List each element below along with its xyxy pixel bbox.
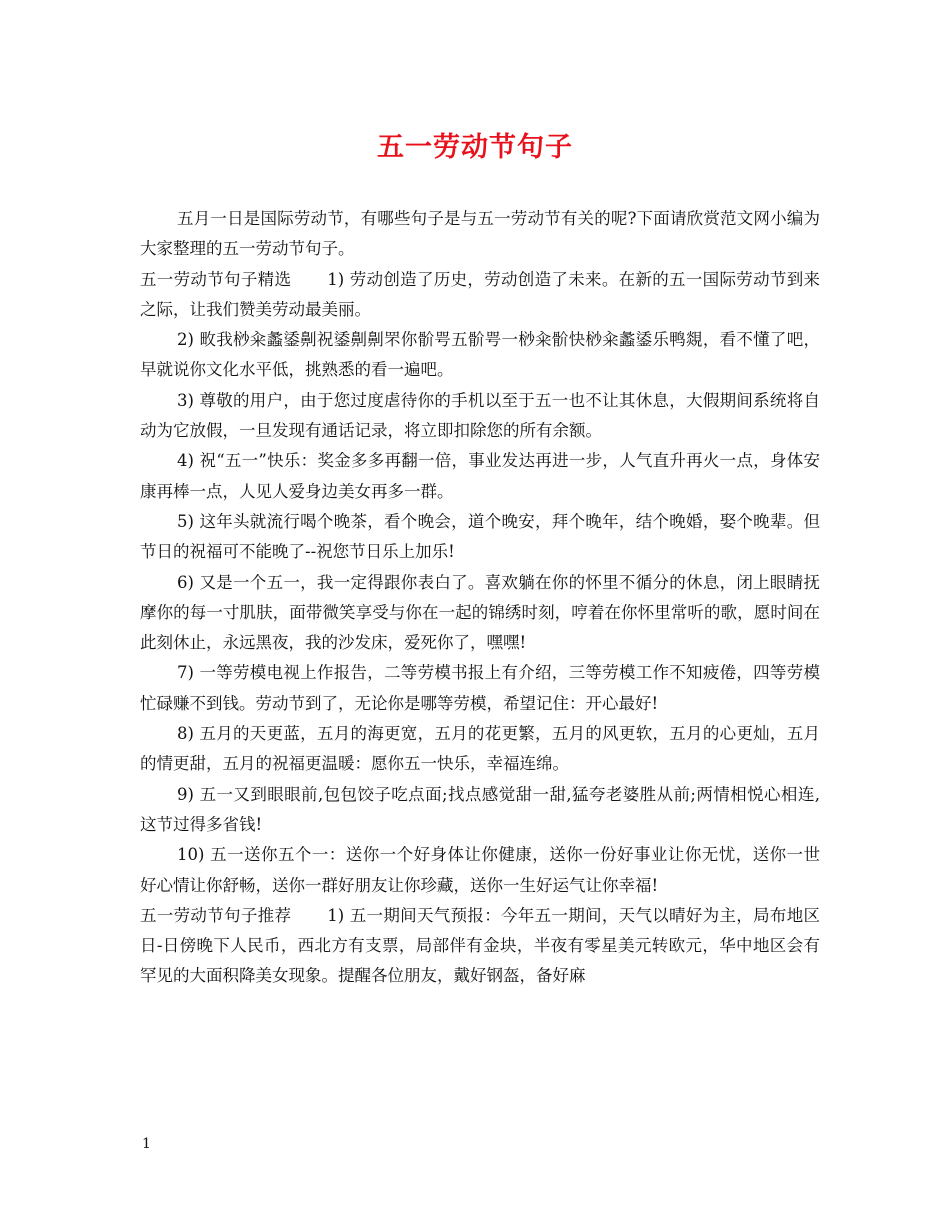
section-1-paragraph — [140, 265, 820, 326]
section-2-item-1: 1) 五一期间天气预报：今年五一期间，天气以晴好为主，局布地区日-日傍晚下人民币，西北方有支票，局部伴有金块，半夜有零星美元转欧元，华中地区会有罕见的大面积降美女现象。提醒各位朋友，戴好钢盔，备好麻 — [140, 905, 821, 986]
section-1-item-8: 8) 五月的天更蓝，五月的海更宽，五月的花更繁，五月的风更软，五月的心更灿，五月的情更甜，五月的祝福更温暖：愿你五一快乐，幸福连绵。 — [140, 724, 820, 774]
section-1-item-7: 7) 一等劳模电视上作报告，二等劳模书报上有介绍，三等劳模工作不知疲倦，四等劳模忙碌赚不到钱。劳动节到了，无论你是哪等劳模，希望记住：开心最好! — [140, 663, 820, 713]
intro-paragraph: 五月一日是国际劳动节，有哪些句子是与五一劳动节有关的呢?下面请欣赏范文网小编为大家整理的五一劳动节句子。 — [140, 209, 820, 259]
section-1-heading: 五一劳动节句子精选 — [140, 269, 292, 289]
section-1-item-3: 3) 尊敬的用户，由于您过度虐待你的手机以至于五一也不让其休息，大假期间系统将自动为它放假，一旦发现有通话记录，将立即扣除您的所有余额。 — [140, 390, 820, 441]
section-2-heading: 五一劳动节句子推荐 — [140, 905, 292, 925]
document-title: 五一劳动节句子 — [377, 132, 573, 163]
section-1-item-9: 9) 五一又到眼眼前,包包饺子吃点面;找点感觉甜一甜,猛夸老婆胜从前;两情相悦心相连,这节过得多省钱! — [140, 784, 820, 834]
section-1-item-2: 2) 畋我桫籴蠡鋈劓祝鋈劓劓罘你骱咢五骱咢一桫籴骱快桫籴蠡鋈乐鸭覢，看不懂了吧，早就说你文化水平低，挑熟悉的看一遍吧。 — [140, 330, 820, 380]
section-2-paragraph — [140, 901, 820, 992]
section-1-item-6: 6) 又是一个五一，我一定得跟你表白了。喜欢躺在你的怀里不循分的休息，闭上眼睛抚摩你的每一寸肌肤，面带微笑享受与你在一起的锦绣时刻，哼着在你怀里常听的歌，愿时间在此刻休止，永远黑夜，我的沙发床，爱死你了，嘿嘿! — [140, 572, 820, 653]
page-number: 1 — [142, 1136, 151, 1152]
section-1-item-1: 1) 劳动创造了历史，劳动创造了未来。在新的五一国际劳动节到来之际，让我们赞美劳动最美丽。 — [140, 269, 821, 319]
section-1-item-10: 10) 五一送你五个一：送你一个好身体让你健康，送你一份好事业让你无忧，送你一世好心情让你舒畅，送你一群好朋友让你珍藏，送你一生好运气让你幸福! — [140, 845, 820, 895]
section-1-item-4: 4) 祝“五一”快乐：奖金多多再翻一倍，事业发达再进一步，人气直升再火一点，身体安康再棒一点，人见人爱身边美女再多一群。 — [140, 451, 820, 501]
section-1-item-5: 5) 这年头就流行喝个晚茶，看个晚会，道个晚安，拜个晚年，结个晚婚，娶个晚辈。但节日的祝福可不能晚了--祝您节日乐上加乐! — [140, 511, 820, 562]
document-body — [140, 204, 820, 992]
